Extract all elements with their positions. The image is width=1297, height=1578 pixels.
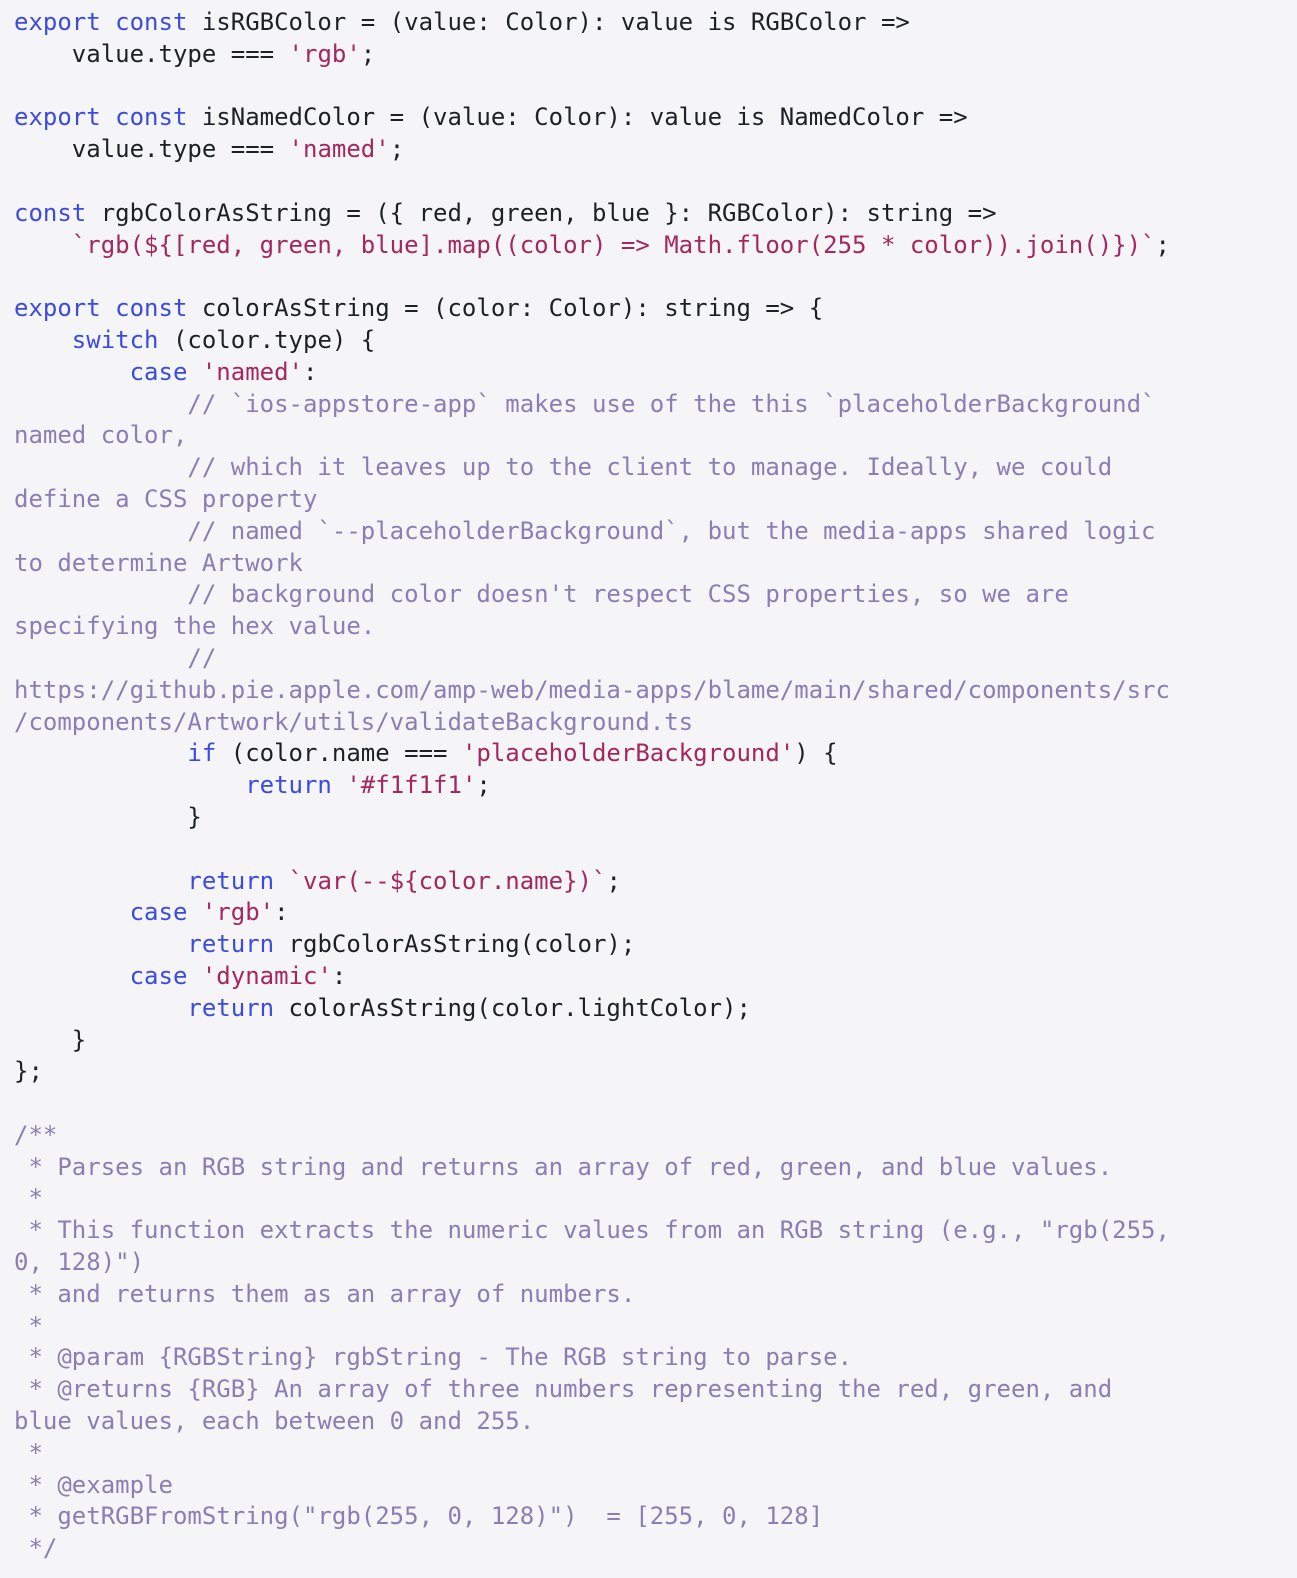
code-token-pln: value.type === [14,135,289,164]
code-line [14,802,1287,834]
code-line [14,198,1287,230]
code-line [14,1406,1287,1438]
code-line [14,1374,1287,1406]
code-token-com: * @returns {RGB} An array of three numbers representing the red, green, and [14,1375,1113,1404]
code-token-com: specifying the hex value. [14,612,376,641]
code-token-com: * and returns them as an array of numbers. [14,1279,636,1308]
code-token-kw: return [187,930,275,959]
code-token-pln [14,644,187,672]
code-line [14,1279,1287,1311]
code-line [14,1152,1287,1184]
code-token-kw: return [245,771,332,800]
code-token-pln [14,962,130,990]
code-token-pln [187,898,201,926]
code-line [14,1311,1287,1343]
code-token-com: // named `--placeholderBackground`, but the media-apps shared logic [187,516,1156,545]
code-token-com: named color, [14,421,188,450]
code-line [14,1215,1287,1247]
code-token-com: // `ios-appstore-app` makes use of the this `placeholderBackground` [187,389,1156,418]
code-line [14,929,1287,961]
code-token-pln [14,580,187,608]
code-line [14,39,1287,71]
code-line [14,1056,1287,1088]
code-token-pln: ; [476,771,491,800]
code-token-pln [274,867,288,895]
code-token-str: '#f1f1f1' [346,771,477,800]
code-token-com: */ [14,1534,58,1563]
code-token-pln: ; [389,135,405,164]
code-line [14,961,1287,993]
code-token-pln: (color.type) { [158,325,376,354]
code-token-str: 'named' [288,135,390,164]
code-line [14,579,1287,611]
code-token-com: /** [14,1120,58,1149]
code-line [14,261,1287,293]
code-line [14,484,1287,516]
code-token-pln: colorAsString = (color: Color): string => { [187,294,824,323]
code-token-pln [14,898,130,926]
code-line [14,357,1287,389]
code-token-pln: : [303,357,318,386]
code-token-com: // background color doesn't respect CSS properties, so we are [187,580,1069,609]
code-line [14,71,1287,103]
code-token-pln [14,326,72,354]
code-token-com: * Parses an RGB string and returns an array of red, green, and blue values. [14,1152,1113,1181]
code-line [14,1470,1287,1502]
code-line [14,707,1287,739]
code-token-kw: switch [71,325,159,354]
code-token-str: 'dynamic' [201,961,332,990]
code-line [14,230,1287,262]
code-token-kw: export const [14,294,188,323]
code-line [14,1088,1287,1120]
code-token-kw: return [187,866,275,895]
code-token-pln: value.type === [14,39,289,68]
code-token-str: 'rgb' [288,39,361,68]
code-token-com: https://github.pie.apple.com/amp-web/media-apps/blame/main/shared/components/src [14,675,1170,704]
code-line [14,738,1287,770]
code-line [14,770,1287,802]
code-token-pln: ; [360,39,376,68]
code-line [14,1025,1287,1057]
code-token-com: /components/Artwork/utils/validateBackground.ts [14,707,694,736]
code-token-pln: } [14,802,202,831]
code-token-pln: isNamedColor = (value: Color): value is NamedColor => [187,103,968,132]
code-token-kw: const [14,198,87,227]
code-token-pln: } [14,1025,87,1054]
code-line [14,452,1287,484]
code-token-com: define a CSS property [14,484,318,513]
code-token-pln [14,930,187,958]
code-line [14,834,1287,866]
code-token-com: 0, 128)") [14,1248,145,1277]
code-line [14,325,1287,357]
code-token-pln [187,962,201,990]
code-token-str: 'placeholderBackground' [461,739,795,768]
code-token-pln: ; [1155,230,1170,259]
code-token-com: to determine Artwork [14,548,303,577]
code-token-str: `rgb(${[red, green, blue].map((color) => Math.floor(255 * color)).join()})` [71,230,1156,259]
code-line [14,1501,1287,1533]
code-token-kw: case [129,961,188,990]
code-line [14,993,1287,1025]
code-line [14,675,1287,707]
code-line [14,1438,1287,1470]
code-line [14,611,1287,643]
code-token-pln [14,739,187,767]
code-token-com: * This function extracts the numeric values from an RGB string (e.g., "rgb(255, [14,1216,1170,1245]
code-token-pln: rgbColorAsString(color); [274,930,636,959]
code-line [14,420,1287,452]
code-line [14,1342,1287,1374]
code-token-pln [332,771,346,799]
code-token-pln: ; [606,866,621,895]
code-line [14,1247,1287,1279]
code-line [14,548,1287,580]
code-token-pln: rgbColorAsString = ({ red, green, blue }: RGBColor): string => [86,198,997,227]
code-token-com: * [14,1438,43,1467]
code-token-com: * @param {RGBString} rgbString - The RGB string to parse. [14,1343,853,1372]
code-token-pln [14,517,187,545]
code-token-pln [14,994,187,1022]
code-token-com: * getRGBFromString("rgb(255, 0, 128)") = [255, 0, 128] [14,1502,824,1531]
code-token-kw: case [129,898,188,927]
code-line [14,166,1287,198]
code-token-com: * @example [14,1470,173,1499]
code-token-pln [187,358,201,386]
code-line [14,866,1287,898]
code-token-kw: return [187,993,275,1022]
code-token-pln: colorAsString(color.lightColor); [274,993,751,1022]
code-line [14,389,1287,421]
code-token-pln: ) { [794,739,838,768]
code-token-str: 'rgb' [201,898,275,927]
code-token-com: blue values, each between 0 and 255. [14,1407,535,1436]
code-token-pln [14,231,72,259]
code-token-pln [14,390,187,418]
code-token-kw: case [129,357,188,386]
code-token-str: `var(--${color.name})` [288,866,607,895]
code-line [14,1120,1287,1152]
code-token-str: 'named' [201,357,303,386]
code-token-com: * [14,1184,43,1213]
code-token-pln [14,867,187,895]
code-line [14,134,1287,166]
code-line [14,1183,1287,1215]
code-token-com: // [187,643,217,672]
code-token-pln: isRGBColor = (value: Color): value is RGBColor => [187,8,910,36]
code-token-com: * [14,1311,43,1340]
code-line [14,102,1287,134]
code-token-com: // which it leaves up to the client to manage. Ideally, we could [187,453,1113,482]
code-line [14,516,1287,548]
code-token-pln: : [331,961,347,990]
code-token-pln: : [274,898,289,927]
code-token-pln: }; [14,1057,43,1086]
code-line [14,897,1287,929]
code-token-kw: export const [14,8,188,36]
code-line [14,1533,1287,1565]
code-line [14,7,1287,39]
code-token-pln [14,771,245,799]
code-token-pln: (color.name === [216,739,462,768]
code-line [14,293,1287,325]
code-token-pln [14,453,187,481]
code-block [14,7,1287,1565]
code-token-kw: export const [14,103,188,132]
code-token-kw: if [187,739,217,768]
code-line [14,643,1287,675]
code-token-pln [14,358,130,386]
